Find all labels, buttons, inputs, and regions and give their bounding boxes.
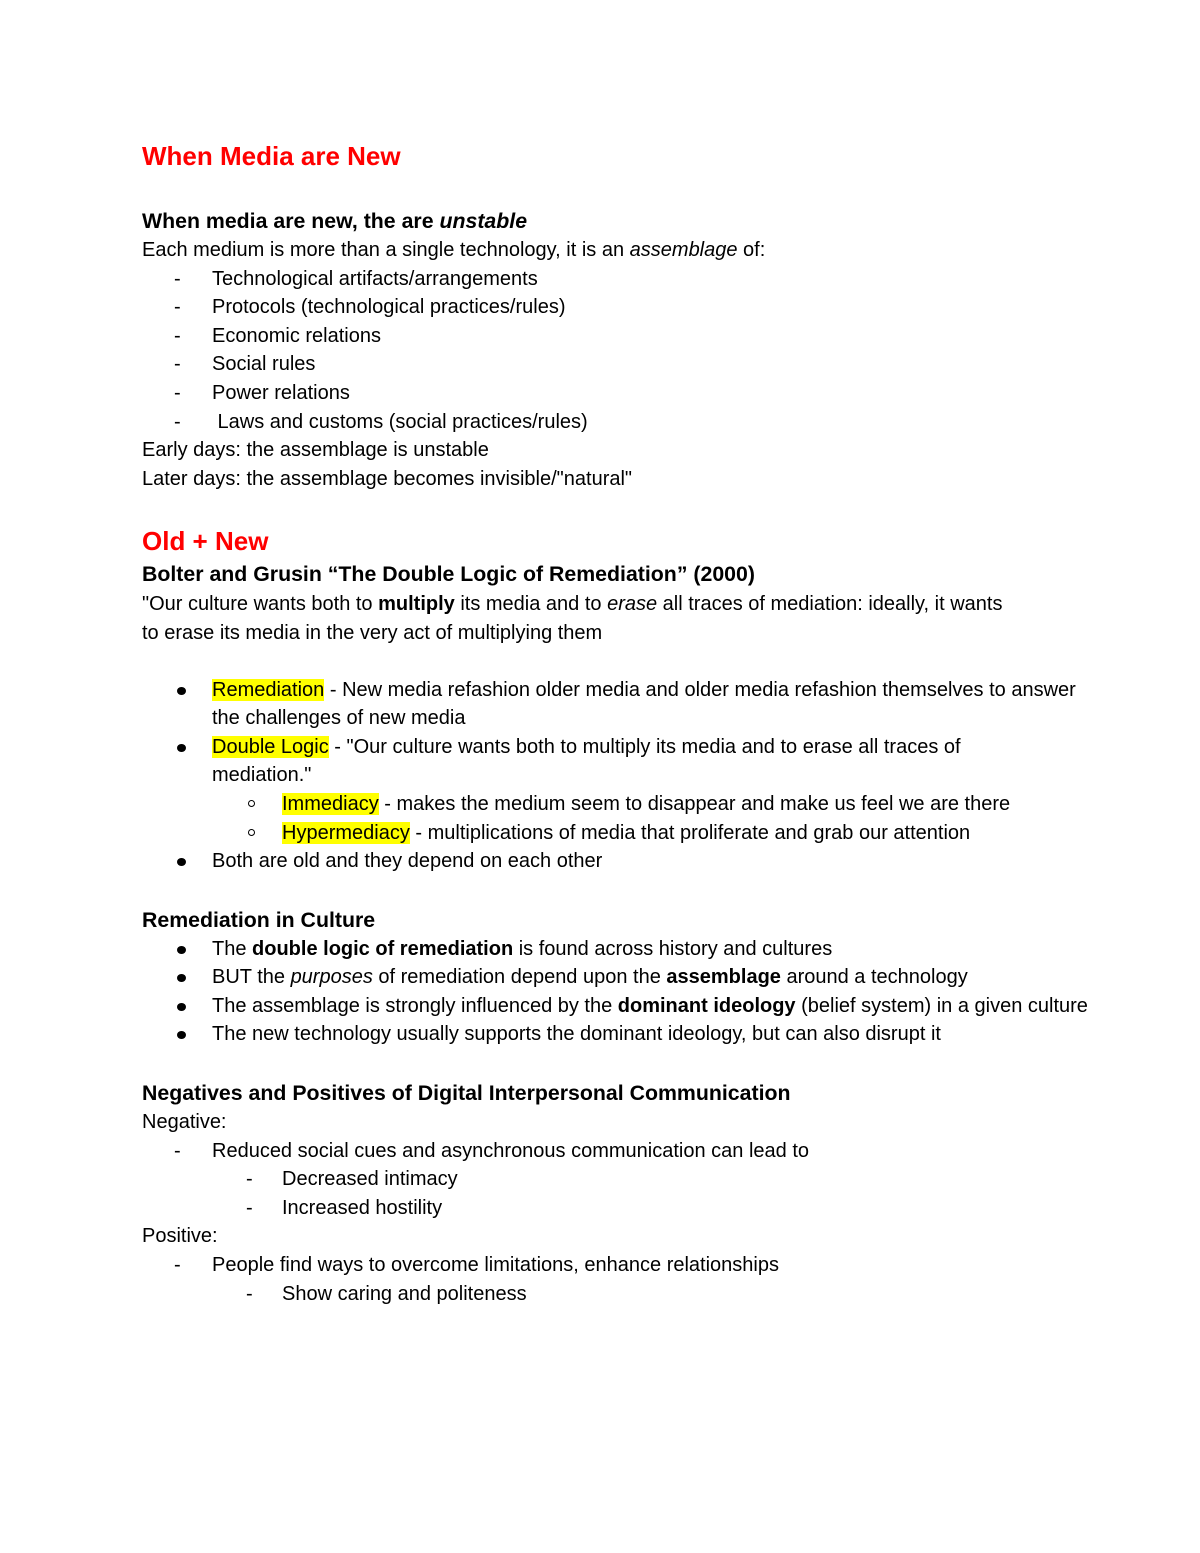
intro-emphasis: assemblage bbox=[629, 239, 738, 261]
list-item bbox=[142, 1165, 1072, 1194]
dash-marker: - bbox=[174, 267, 181, 290]
early-days-line: Early days: the assemblage is unstable bbox=[142, 439, 489, 462]
intro-text: Each medium is more than a single technology, it is an bbox=[142, 239, 630, 261]
bold-term: assemblage bbox=[666, 966, 781, 989]
list-item-text: People find ways to overcome limitations, enhance relationships bbox=[212, 1254, 779, 1277]
highlighted-term: Hypermediacy bbox=[282, 821, 410, 844]
circle-bullet-marker bbox=[248, 800, 255, 807]
section-heading-remediation-culture: Remediation in Culture bbox=[142, 907, 376, 932]
list-item-text: Economic relations bbox=[212, 324, 381, 347]
list-item-text: Show caring and politeness bbox=[282, 1282, 527, 1305]
list-item bbox=[142, 1280, 1072, 1309]
list-item-text: Protocols (technological practices/rules) bbox=[212, 296, 566, 319]
bullet-marker bbox=[177, 687, 186, 695]
list-item bbox=[142, 1194, 1072, 1223]
list-item-text: - New media refashion older media and older media refashion themselves to answer the challenges of new media bbox=[212, 678, 1076, 730]
list-item-text: - multiplications of media that proliferate and grab our attention bbox=[409, 821, 971, 844]
list-item bbox=[142, 293, 1072, 322]
quote-text: "Our culture wants both to bbox=[142, 593, 379, 616]
list-item-text: - makes the medium seem to disappear and make us feel we are there bbox=[378, 792, 1011, 815]
bullet-marker bbox=[177, 1031, 186, 1039]
heading-text: When media are new, the are bbox=[142, 209, 440, 233]
dash-marker: - bbox=[174, 353, 181, 376]
list-item bbox=[142, 963, 1072, 992]
list-item-text: Reduced social cues and asynchronous communication can lead to bbox=[212, 1139, 810, 1162]
dash-marker: - bbox=[174, 1139, 181, 1162]
document-page bbox=[142, 138, 1088, 1308]
highlighted-term: Remediation bbox=[212, 678, 325, 701]
dash-marker: - bbox=[246, 1168, 253, 1191]
list-item bbox=[142, 733, 1032, 790]
page-title: When Media are New bbox=[142, 141, 401, 171]
section-heading-unstable bbox=[142, 206, 1072, 236]
list-item bbox=[142, 379, 1072, 408]
bold-term: double logic of remediation bbox=[252, 937, 514, 960]
list-item bbox=[142, 350, 1072, 379]
list-item bbox=[142, 790, 1022, 819]
list-item-text: around a technology bbox=[780, 966, 968, 989]
dash-marker: - bbox=[174, 410, 181, 433]
emphasis-term: purposes bbox=[290, 966, 373, 989]
section-heading-old-new: Old + New bbox=[142, 526, 269, 557]
circle-bullet-marker bbox=[248, 829, 255, 836]
quote-paragraph bbox=[142, 590, 1022, 647]
list-item-text: Power relations bbox=[212, 381, 350, 404]
bullet-marker bbox=[177, 858, 186, 866]
dash-marker: - bbox=[246, 1282, 253, 1305]
list-item-text: Social rules bbox=[212, 353, 316, 376]
list-item bbox=[142, 1020, 1072, 1049]
bullet-marker bbox=[177, 974, 186, 982]
list-item-text: The assemblage is strongly influenced by the bbox=[212, 994, 618, 1017]
quote-text: all traces of mediation: ideally, it wants to erase its media in the very act of multiplying them bbox=[142, 593, 1003, 644]
list-item-text: The new technology usually supports the dominant ideology, but can also disrupt it bbox=[212, 1023, 941, 1046]
negative-label: Negative: bbox=[142, 1111, 227, 1134]
list-item-text: of remediation depend upon the bbox=[372, 966, 667, 989]
list-item bbox=[142, 935, 1072, 964]
list-item bbox=[142, 408, 1072, 437]
list-item bbox=[142, 819, 1182, 848]
later-days-line: Later days: the assemblage becomes invisible/"natural" bbox=[142, 467, 633, 490]
intro-tail: of: bbox=[737, 239, 766, 261]
highlighted-term: Double Logic bbox=[212, 735, 329, 758]
list-item-text: Laws and customs (social practices/rules) bbox=[212, 410, 588, 433]
spacer bbox=[142, 1049, 1072, 1078]
bullet-marker bbox=[177, 744, 186, 752]
bullet-marker bbox=[177, 1003, 186, 1011]
list-item-text: Increased hostility bbox=[282, 1196, 443, 1219]
quote-bold: multiply bbox=[378, 593, 455, 616]
positive-label: Positive: bbox=[142, 1225, 218, 1248]
dash-marker: - bbox=[174, 1254, 181, 1277]
list-item bbox=[142, 1137, 1072, 1166]
spacer bbox=[142, 174, 1072, 206]
list-item-text: Technological artifacts/arrangements bbox=[212, 267, 538, 290]
list-item bbox=[142, 1251, 1072, 1280]
dash-marker: - bbox=[174, 381, 181, 404]
list-item bbox=[142, 265, 1072, 294]
section-subheading-bolter-grusin: Bolter and Grusin “The Double Logic of Remediation” (2000) bbox=[142, 562, 755, 587]
list-item-text: - "Our culture wants both to multiply its media and to erase all traces of mediation." bbox=[212, 735, 961, 787]
bold-term: dominant ideology bbox=[617, 994, 796, 1017]
dash-marker: - bbox=[174, 296, 181, 319]
dash-marker: - bbox=[174, 324, 181, 347]
list-item bbox=[142, 322, 1072, 351]
bullet-marker bbox=[177, 946, 186, 954]
list-item-text: The bbox=[212, 937, 253, 960]
quote-emphasis: erase bbox=[607, 593, 658, 616]
section-heading-digital-communication: Negatives and Positives of Digital Interpersonal Communication bbox=[142, 1081, 791, 1106]
spacer bbox=[142, 648, 1072, 676]
list-item-text: Decreased intimacy bbox=[282, 1168, 458, 1191]
list-item-text: BUT the bbox=[212, 966, 291, 989]
intro-line bbox=[142, 236, 1072, 265]
heading-emphasis: unstable bbox=[439, 209, 528, 233]
quote-text: its media and to bbox=[454, 593, 608, 616]
spacer bbox=[142, 493, 1072, 523]
list-item-text: Both are old and they depend on each other bbox=[212, 850, 603, 873]
highlighted-term: Immediacy bbox=[282, 792, 379, 815]
list-item bbox=[142, 676, 1082, 733]
list-item-text: (belief system) in a given culture bbox=[795, 994, 1088, 1017]
list-item bbox=[142, 992, 1112, 1021]
dash-marker: - bbox=[246, 1196, 253, 1219]
spacer bbox=[142, 876, 1072, 905]
list-item-text: is found across history and cultures bbox=[513, 937, 833, 960]
list-item bbox=[142, 847, 1072, 876]
